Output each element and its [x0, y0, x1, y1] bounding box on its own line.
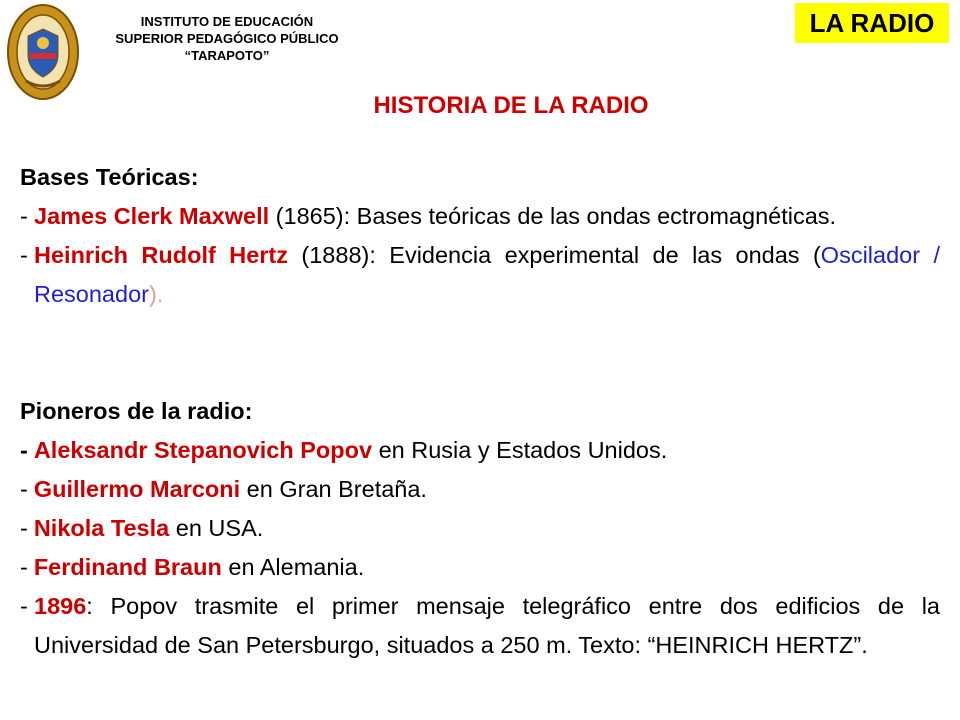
- institute-seal-logo: [6, 3, 80, 101]
- pioneer-item-1896: [20, 587, 940, 665]
- pioneer-text: en Alemania.: [221, 554, 365, 580]
- page-title: HISTORIA DE LA RADIO: [373, 92, 649, 119]
- bullet-dash: -: [20, 203, 28, 229]
- pioneer-text: en Rusia y Estados Unidos.: [372, 437, 668, 463]
- institute-line-1: INSTITUTO DE EDUCACIÓN: [140, 14, 314, 29]
- hertz-end: ).: [148, 281, 164, 307]
- maxwell-name: James Clerk Maxwell: [34, 203, 270, 229]
- pioneers-heading: Pioneros de la radio:: [20, 398, 253, 424]
- year-text: : Popov trasmite el primer mensaje telegráfico entre dos edificios de la Universidad de San Petersburgo, situados a 250 m. Texto: “HEINRICH HERTZ”.: [34, 593, 940, 658]
- pioneer-item: [20, 548, 940, 587]
- pioneer-item: [20, 470, 940, 509]
- institute-line-3: “TARAPOTO”: [184, 48, 270, 63]
- hertz-text: (1888): Evidencia experimental de las ondas (: [288, 242, 821, 268]
- pioneer-name: Aleksandr Stepanovich Popov: [33, 437, 373, 463]
- pioneer-name: Nikola Tesla: [33, 515, 170, 541]
- bases-item-hertz: [20, 236, 940, 314]
- hertz-name: Heinrich Rudolf Hertz: [34, 242, 288, 268]
- pioneer-item: [20, 431, 940, 470]
- hertz-device: Oscilador / Resonador: [34, 242, 940, 307]
- pioneer-text: en Gran Bretaña.: [240, 476, 427, 502]
- year-1896: 1896: [34, 593, 87, 619]
- institute-line-2: SUPERIOR PEDAGÓGICO PÚBLICO: [115, 31, 339, 46]
- topic-tag: LA RADIO: [795, 3, 949, 43]
- bullet-dash: -: [20, 593, 28, 619]
- institute-name: [82, 13, 372, 64]
- bases-item-maxwell: [20, 197, 940, 236]
- bullet-dash: -: [20, 437, 28, 463]
- pioneer-text: en USA.: [169, 515, 264, 541]
- pioneer-name: Ferdinand Braun: [33, 554, 222, 580]
- pioneer-item: [20, 509, 940, 548]
- bullet-dash: -: [20, 242, 28, 268]
- maxwell-text: (1865): Bases teóricas de las ondas ectromagnéticas.: [269, 203, 837, 229]
- bases-heading: Bases Teóricas:: [20, 164, 199, 190]
- bullet-dash: -: [20, 476, 28, 502]
- bullet-dash: -: [20, 515, 28, 541]
- pioneer-name: Guillermo Marconi: [33, 476, 241, 502]
- pioneers-section: [20, 392, 940, 665]
- bullet-dash: -: [20, 554, 28, 580]
- bases-section: [20, 158, 940, 314]
